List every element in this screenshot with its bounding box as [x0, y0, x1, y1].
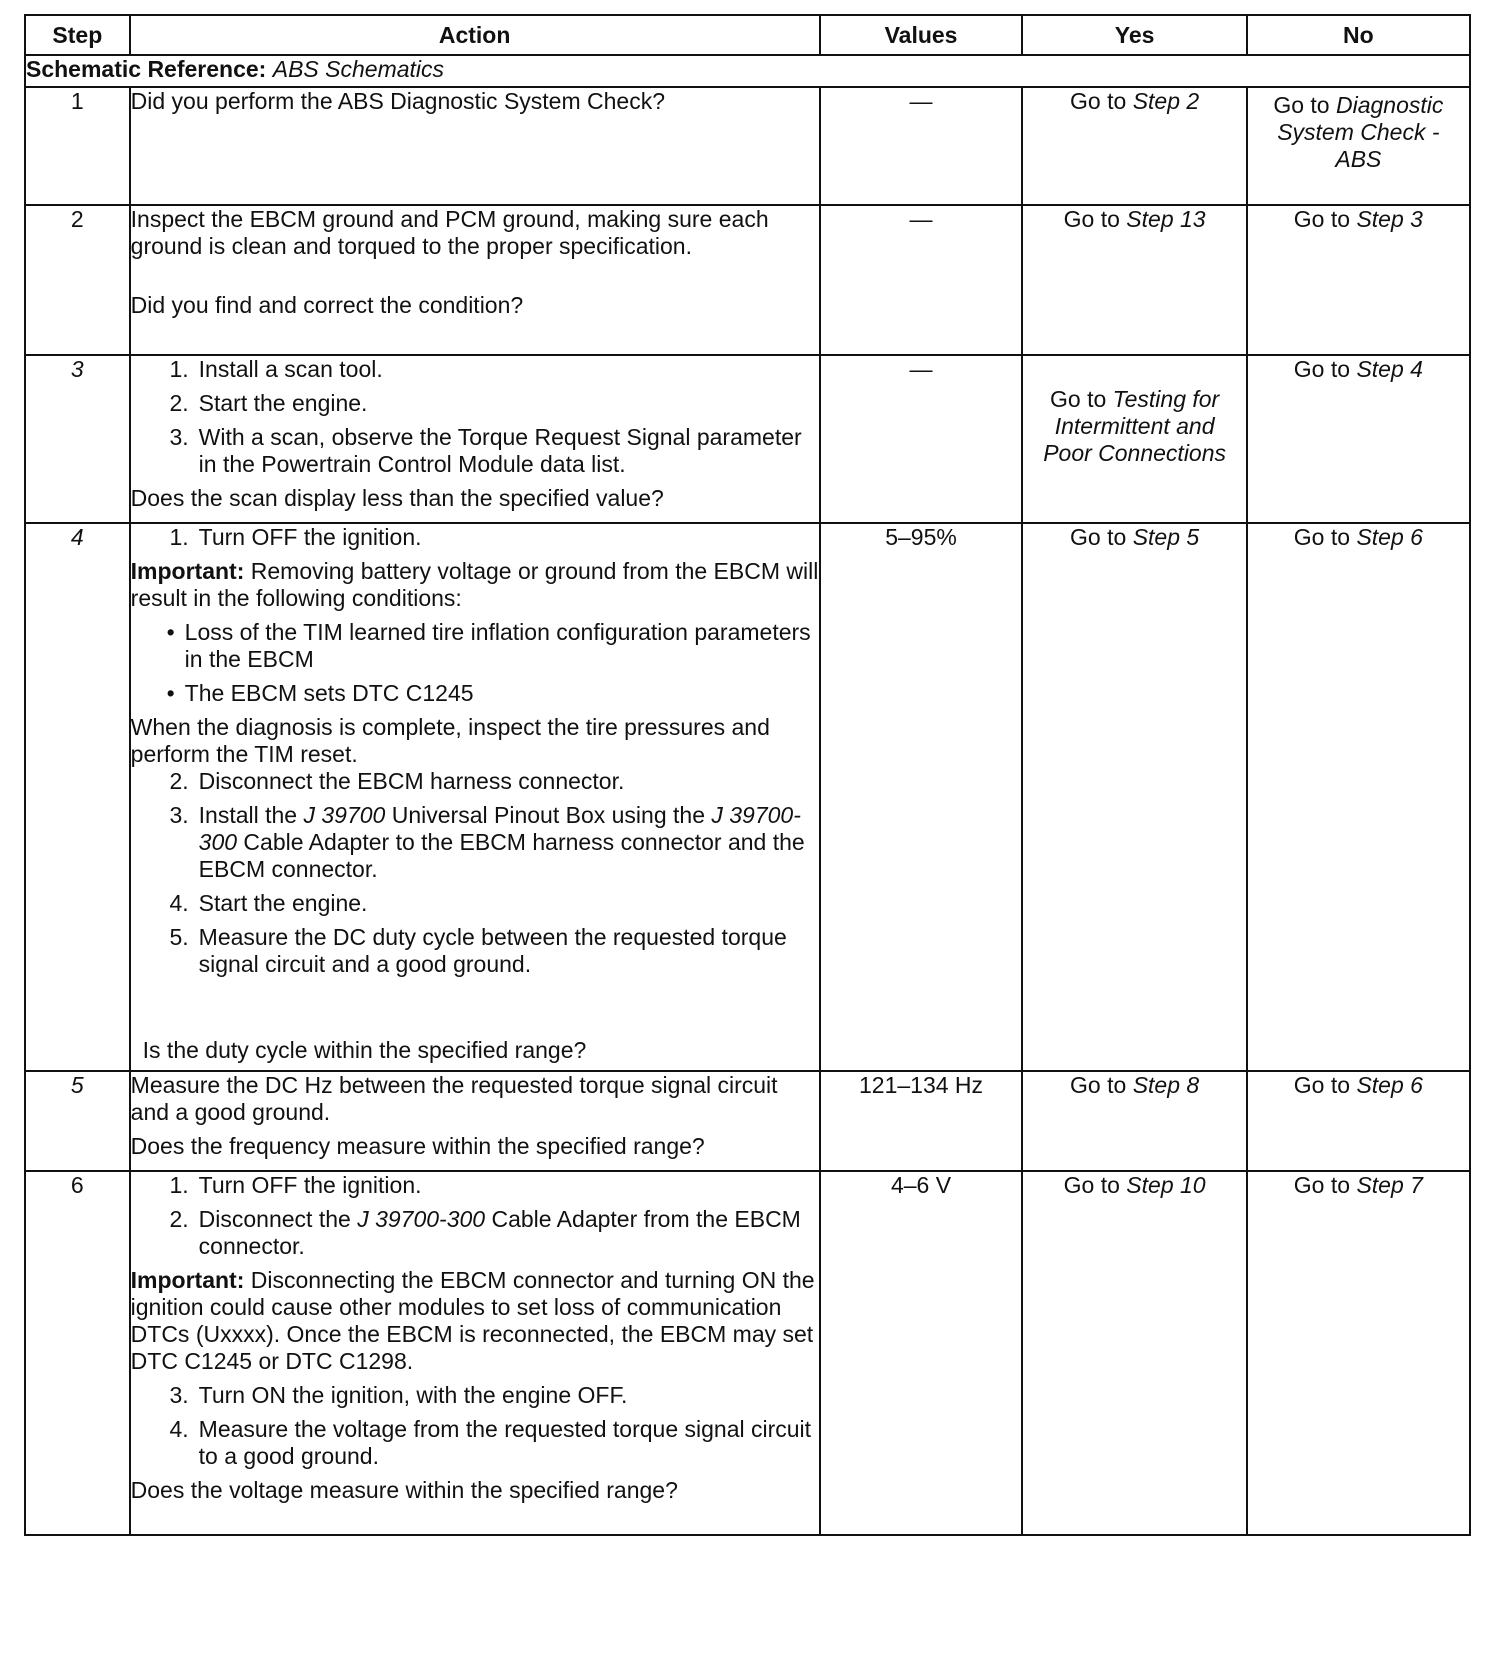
list-item: 3. Turn ON the ignition, with the engine OFF.: [169, 1382, 628, 1408]
go-to-label: Go to: [1070, 524, 1127, 550]
no-link[interactable]: Step 7: [1356, 1172, 1423, 1198]
values-cell: 4–6 V: [820, 1171, 1023, 1535]
yes-link[interactable]: Step 5: [1132, 524, 1200, 550]
list-item: 4. Measure the voltage from the requested torque signal circuit to a good ground.: [169, 1416, 812, 1469]
schematic-reference: [25, 55, 1470, 87]
action-question: Is the duty cycle within the specified range?: [142, 1037, 587, 1063]
yes-cell: [1022, 87, 1246, 205]
action-cell: [130, 523, 820, 1071]
action-steps-list: [131, 1172, 819, 1260]
values-cell: —: [820, 87, 1023, 205]
action-steps-list: [131, 768, 819, 978]
no-link[interactable]: Step 3: [1356, 206, 1423, 232]
action-steps-list: [131, 356, 819, 478]
yes-link[interactable]: Step 8: [1132, 1072, 1200, 1098]
action-note: When the diagnosis is complete, inspect the tire pressures and perform the TIM reset.: [130, 714, 770, 767]
values-cell: 5–95%: [820, 523, 1023, 1071]
no-cell: [1247, 523, 1470, 1071]
step-number: 4: [25, 523, 130, 1071]
list-item: 5. Measure the DC duty cycle between the requested torque signal circuit and a good ground.: [169, 924, 787, 977]
go-to-label: Go to: [1293, 206, 1351, 232]
go-to-label: Go to: [1063, 1172, 1120, 1198]
go-to-label: Go to: [1293, 356, 1351, 382]
step-number: 1: [25, 87, 130, 205]
no-link[interactable]: Step 6: [1356, 524, 1423, 550]
table-header-row: [25, 15, 1470, 55]
action-question: Does the scan display less than the specified value?: [130, 485, 664, 511]
no-cell: [1247, 355, 1470, 523]
table-row: [25, 355, 1470, 523]
table-row: [25, 523, 1470, 1071]
list-item: 1. Turn OFF the ignition.: [169, 1172, 422, 1198]
action-question: Does the frequency measure within the specified range?: [130, 1133, 705, 1159]
values-cell: 121–134 Hz: [820, 1071, 1023, 1171]
table-row: [25, 1071, 1470, 1171]
list-item: 3. Install the J 39700 Universal Pinout Box using the J 39700-300 Cable Adapter to the EBCM harness connector and the EBCM connector.: [169, 802, 805, 882]
conditions-list: [131, 619, 819, 707]
action-cell: [130, 205, 820, 355]
list-item: 2. Disconnect the J 39700-300 Cable Adapter from the EBCM connector.: [169, 1206, 801, 1259]
list-item: 4. Start the engine.: [169, 890, 368, 916]
list-item: 1. Install a scan tool.: [169, 356, 383, 382]
step-number: 3: [25, 355, 130, 523]
schematic-reference-link[interactable]: ABS Schematics: [272, 56, 445, 82]
yes-cell: [1022, 205, 1246, 355]
action-cell: [130, 1071, 820, 1171]
column-header-yes: Yes: [1022, 15, 1246, 55]
step-number: 2: [25, 205, 130, 355]
yes-cell: [1022, 523, 1246, 1071]
table-row: [25, 205, 1470, 355]
action-question: Did you perform the ABS Diagnostic System Check?: [130, 88, 666, 114]
schematic-reference-label: Schematic Reference:: [26, 56, 267, 82]
yes-link[interactable]: Step 13: [1126, 206, 1206, 232]
go-to-label: Go to: [1070, 1072, 1127, 1098]
tool-reference: J 39700-300: [357, 1206, 486, 1232]
list-item: • Loss of the TIM learned tire inflation configuration parameters in the EBCM: [166, 619, 811, 672]
table-row: [25, 87, 1470, 205]
no-cell: [1247, 1171, 1470, 1535]
yes-link[interactable]: Step 2: [1132, 88, 1200, 114]
diagnostic-table: [24, 14, 1471, 1536]
go-to-label: Go to: [1273, 92, 1330, 118]
go-to-label: Go to: [1293, 1172, 1351, 1198]
tool-reference: J 39700: [303, 802, 386, 828]
column-header-values: Values: [820, 15, 1023, 55]
no-link[interactable]: Step 4: [1356, 356, 1423, 382]
column-header-action: Action: [130, 15, 820, 55]
list-item: 3. With a scan, observe the Torque Request Signal parameter in the Powertrain Control Module data list.: [169, 424, 802, 477]
column-header-no: No: [1247, 15, 1470, 55]
table-row: [25, 1171, 1470, 1535]
no-link[interactable]: Step 6: [1356, 1072, 1423, 1098]
yes-cell: [1022, 355, 1246, 523]
important-note: Important: Removing battery voltage or ground from the EBCM will result in the following conditions:: [130, 558, 819, 611]
go-to-label: Go to: [1063, 206, 1120, 232]
action-text: Inspect the EBCM ground and PCM ground, making sure each ground is clean and torqued to the proper specification.: [130, 206, 769, 259]
yes-link[interactable]: Step 10: [1126, 1172, 1206, 1198]
diagnostic-table-sheet: [24, 14, 1471, 1536]
no-cell: [1247, 1071, 1470, 1171]
go-to-label: Go to: [1293, 524, 1351, 550]
values-cell: —: [820, 205, 1023, 355]
yes-cell: [1022, 1071, 1246, 1171]
no-cell: [1247, 87, 1470, 205]
list-item: 2. Start the engine.: [169, 390, 368, 416]
go-to-label: Go to: [1070, 88, 1127, 114]
action-cell: [130, 87, 820, 205]
action-cell: [130, 355, 820, 523]
values-cell: —: [820, 355, 1023, 523]
important-note: Important: Disconnecting the EBCM connector and turning ON the ignition could cause other modules to set loss of communication DTCs (Uxxxx). Once the EBCM is reconnected, the EBCM may set DTC C1245 or DTC C1298.: [130, 1267, 815, 1374]
column-header-step: Step: [25, 15, 130, 55]
action-steps-list: [131, 1382, 819, 1470]
yes-link[interactable]: Testing for Intermittent and Poor Connections: [1043, 386, 1227, 466]
list-item: 2. Disconnect the EBCM harness connector.: [169, 768, 625, 794]
go-to-label: Go to: [1293, 1072, 1351, 1098]
schematic-reference-row: [25, 55, 1470, 87]
no-link[interactable]: Diagnostic System Check - ABS: [1277, 92, 1444, 172]
no-cell: [1247, 205, 1470, 355]
step-number: 5: [25, 1071, 130, 1171]
action-steps-list: [131, 524, 819, 551]
list-item: 1. Turn OFF the ignition.: [169, 524, 422, 550]
yes-cell: [1022, 1171, 1246, 1535]
action-question: Did you find and correct the condition?: [130, 292, 524, 318]
action-question: Does the voltage measure within the specified range?: [130, 1477, 678, 1503]
list-item: • The EBCM sets DTC C1245: [166, 680, 474, 706]
tool-reference: J 39700-300: [198, 802, 801, 855]
step-number: 6: [25, 1171, 130, 1535]
action-text: Measure the DC Hz between the requested torque signal circuit and a good ground.: [130, 1072, 778, 1125]
go-to-label: Go to: [1050, 386, 1107, 412]
action-cell: [130, 1171, 820, 1535]
